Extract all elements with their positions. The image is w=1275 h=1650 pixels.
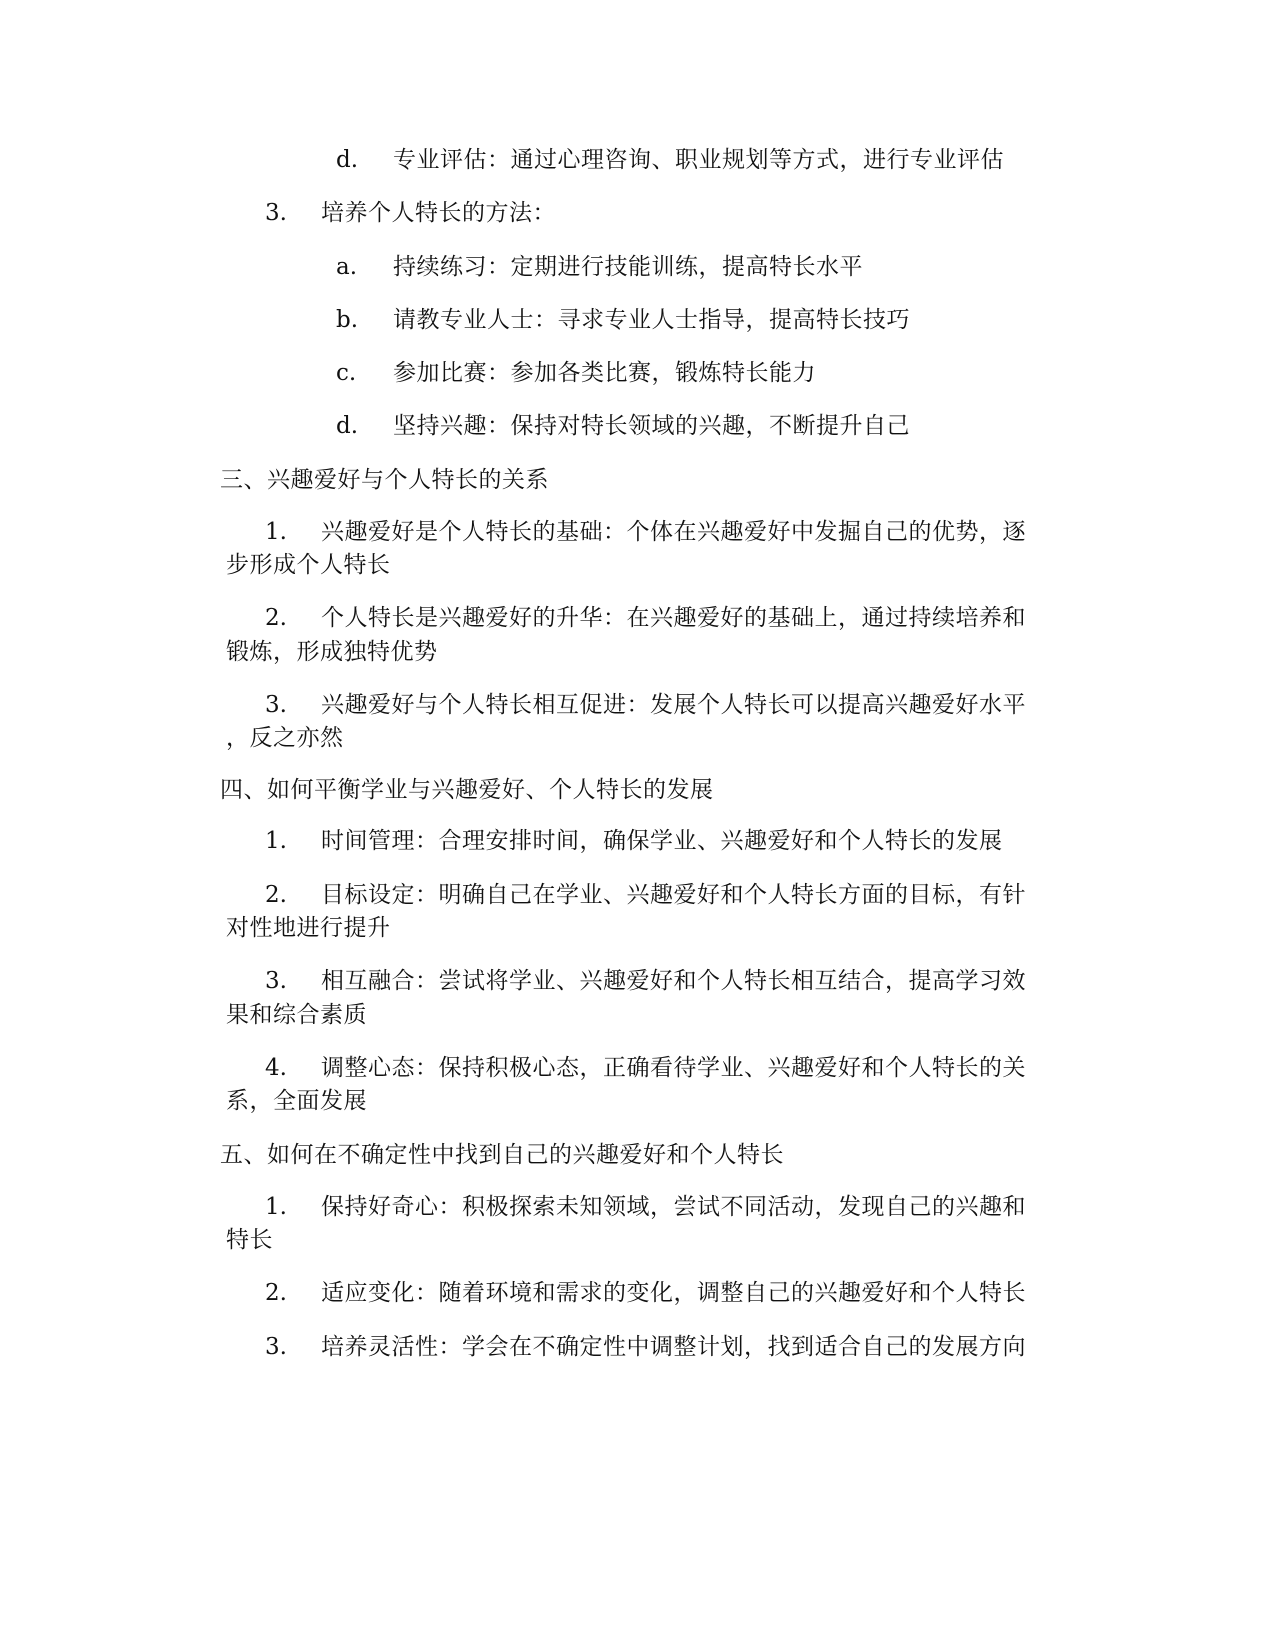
- list-marker: b.: [336, 307, 359, 333]
- list-marker: 2.: [265, 605, 287, 631]
- list-item-text: 适应变化：随着环境和需求的变化，调整自己的兴趣爱好和个人特长: [321, 1280, 1026, 1306]
- list-item-text: 调整心态：保持积极心态，正确看待学业、兴趣爱好和个人特长的关: [321, 1055, 1026, 1081]
- list-marker: 3.: [265, 692, 287, 718]
- list-marker: a.: [336, 254, 358, 280]
- list-item-text: 参加比赛：参加各类比赛，锻炼特长能力: [393, 360, 816, 386]
- list-item-text: 兴趣爱好与个人特长相互促进：发展个人特长可以提高兴趣爱好水平: [321, 692, 1026, 718]
- list-marker: d.: [336, 147, 359, 173]
- list-item-text-continued: 特长: [226, 1227, 273, 1253]
- list-marker: 1.: [265, 828, 287, 854]
- list-marker: 2.: [265, 1280, 287, 1306]
- list-marker: 3.: [265, 200, 287, 226]
- list-item-text: 相互融合：尝试将学业、兴趣爱好和个人特长相互结合，提高学习效: [321, 968, 1026, 994]
- list-marker: 1.: [265, 519, 287, 545]
- list-marker: 3.: [265, 968, 287, 994]
- list-marker: d.: [336, 413, 359, 439]
- list-marker: 1.: [265, 1194, 287, 1220]
- list-item-text: 目标设定：明确自己在学业、兴趣爱好和个人特长方面的目标，有针: [321, 882, 1026, 908]
- list-marker: 2.: [265, 882, 287, 908]
- list-item-text: 培养个人特长的方法：: [321, 200, 556, 226]
- list-item-text-continued: 步形成个人特长: [226, 552, 391, 578]
- list-item-text-continued: 锻炼，形成独特优势: [226, 639, 438, 665]
- list-item-text: 个人特长是兴趣爱好的升华：在兴趣爱好的基础上，通过持续培养和: [321, 605, 1026, 631]
- list-item-text: 兴趣爱好是个人特长的基础：个体在兴趣爱好中发掘自己的优势，逐: [321, 519, 1026, 545]
- list-item-text-continued: 系，全面发展: [226, 1088, 367, 1114]
- list-marker: 4.: [265, 1055, 287, 1081]
- list-item-text: 坚持兴趣：保持对特长领域的兴趣，不断提升自己: [393, 413, 910, 439]
- list-item-text: 时间管理：合理安排时间，确保学业、兴趣爱好和个人特长的发展: [321, 828, 1003, 854]
- list-item-text: 培养灵活性：学会在不确定性中调整计划，找到适合自己的发展方向: [321, 1334, 1026, 1360]
- section-heading: 四、如何平衡学业与兴趣爱好、个人特长的发展: [220, 777, 714, 803]
- list-item-text-continued: 果和综合素质: [226, 1002, 367, 1028]
- list-item-text: 持续练习：定期进行技能训练，提高特长水平: [393, 254, 863, 280]
- section-heading: 三、兴趣爱好与个人特长的关系: [220, 467, 549, 493]
- list-marker: c.: [336, 360, 357, 386]
- list-item-text: 专业评估：通过心理咨询、职业规划等方式，进行专业评估: [393, 147, 1004, 173]
- list-item-text-continued: ，反之亦然: [226, 725, 344, 751]
- section-heading: 五、如何在不确定性中找到自己的兴趣爱好和个人特长: [220, 1142, 784, 1168]
- list-item-text-continued: 对性地进行提升: [226, 915, 391, 941]
- list-item-text: 请教专业人士：寻求专业人士指导，提高特长技巧: [393, 307, 910, 333]
- list-item-text: 保持好奇心：积极探索未知领域，尝试不同活动，发现自己的兴趣和: [321, 1194, 1026, 1220]
- list-marker: 3.: [265, 1334, 287, 1360]
